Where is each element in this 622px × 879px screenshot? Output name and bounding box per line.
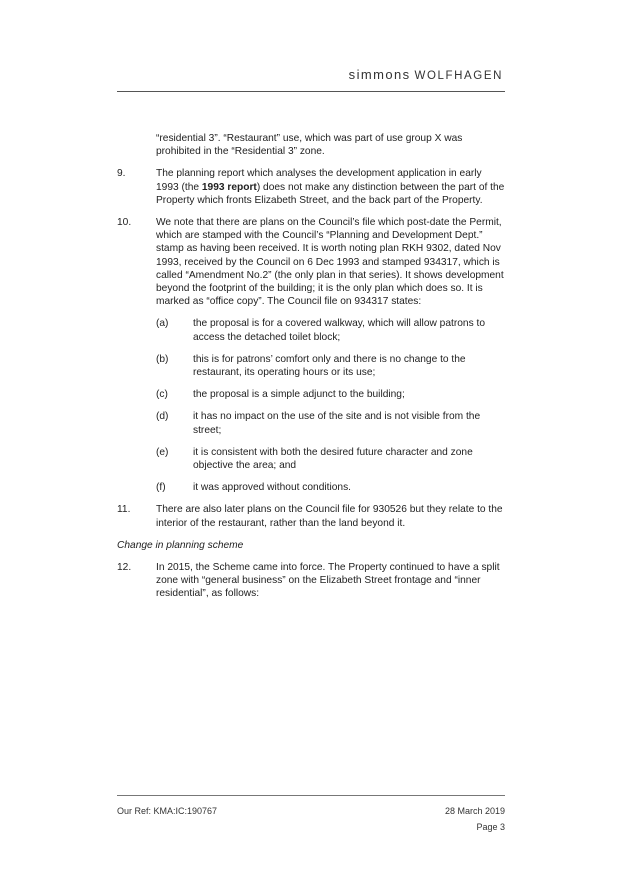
paragraph-number: 10.	[117, 217, 132, 229]
brand-secondary: WOLFHAGEN	[414, 70, 503, 82]
list-item	[117, 388, 505, 401]
list-item	[117, 410, 505, 436]
list-item-text: the proposal is for a covered walkway, which will allow patrons to access the detached toilet block;	[193, 318, 485, 343]
page-number: Page 3	[476, 822, 505, 832]
header-divider	[117, 91, 505, 92]
paragraph-11	[117, 503, 505, 529]
list-item-label: (d)	[156, 411, 169, 423]
brand-primary: simmons	[348, 67, 411, 82]
firm-logo	[349, 67, 503, 82]
document-date: 28 March 2019	[444, 806, 505, 816]
list-item-label: (f)	[156, 482, 166, 494]
list-item-label: (c)	[156, 389, 168, 401]
paragraph-number: 9.	[117, 168, 126, 180]
list-item-text: it has no impact on the use of the site and is not visible from the street;	[193, 411, 481, 436]
section-heading: Change in planning scheme	[117, 539, 244, 551]
paragraph-text: We note that there are plans on the Council’s file which post-date the Permit, which are stamped with the Council’s “Planning and Development Dept.” stamp as having been received. It is worth noting plan RKH 9302, dated Nov 1993, received by the Council on 6 Dec 1993 and stamped 934317, which is called “Amendment No.2” (the only plan in that series). It shows development beyond the footprint of the building; it is the only plan which does so. It is marked as “office copy”. The Council file on 934317 states:	[156, 217, 504, 308]
paragraph-12	[117, 561, 505, 601]
list-item-label: (a)	[156, 318, 169, 330]
paragraph-10	[117, 216, 505, 308]
document-body	[117, 132, 505, 610]
list-item-text: it was approved without conditions.	[193, 482, 351, 494]
list-item	[117, 481, 505, 494]
list-item-label: (b)	[156, 353, 169, 365]
list-item	[117, 446, 505, 472]
paragraph-number: 11.	[117, 504, 131, 516]
footer-divider	[117, 795, 505, 796]
paragraph-9	[117, 167, 505, 207]
list-item-text: it is consistent with both the desired future character and zone objective the area; and	[193, 446, 473, 472]
continuation-text: “residential 3”. “Restaurant” use, which was part of use group X was prohibited in the “Residential 3” zone.	[156, 133, 463, 158]
paragraph-text: In 2015, the Scheme came into force. The Property continued to have a split zone with “general business” on the Elizabeth Street frontage and “inner residential”, as follows:	[156, 562, 500, 600]
paragraph-text: There are also later plans on the Council file for 930526 but they relate to the interior of the restaurant, rather than the land beyond it.	[156, 504, 503, 529]
paragraph-number: 12.	[117, 562, 132, 574]
list-item	[117, 317, 505, 343]
reference-number: Our Ref: KMA:IC:190767	[117, 806, 218, 816]
defined-term: 1993 report	[201, 181, 257, 193]
list-item-text: this is for patrons’ comfort only and there is no change to the restaurant, its operating hours or its use;	[193, 353, 466, 379]
paragraph-text: The planning report which analyses the development application in early 1993 (the 1993 report) does not make any distinction between the part of the Property which fronts Elizabeth Street, and the back part of the Property.	[156, 168, 505, 206]
list-item	[117, 353, 505, 379]
list-item-label: (e)	[156, 446, 169, 458]
list-item-text: the proposal is a simple adjunct to the building;	[193, 389, 405, 401]
